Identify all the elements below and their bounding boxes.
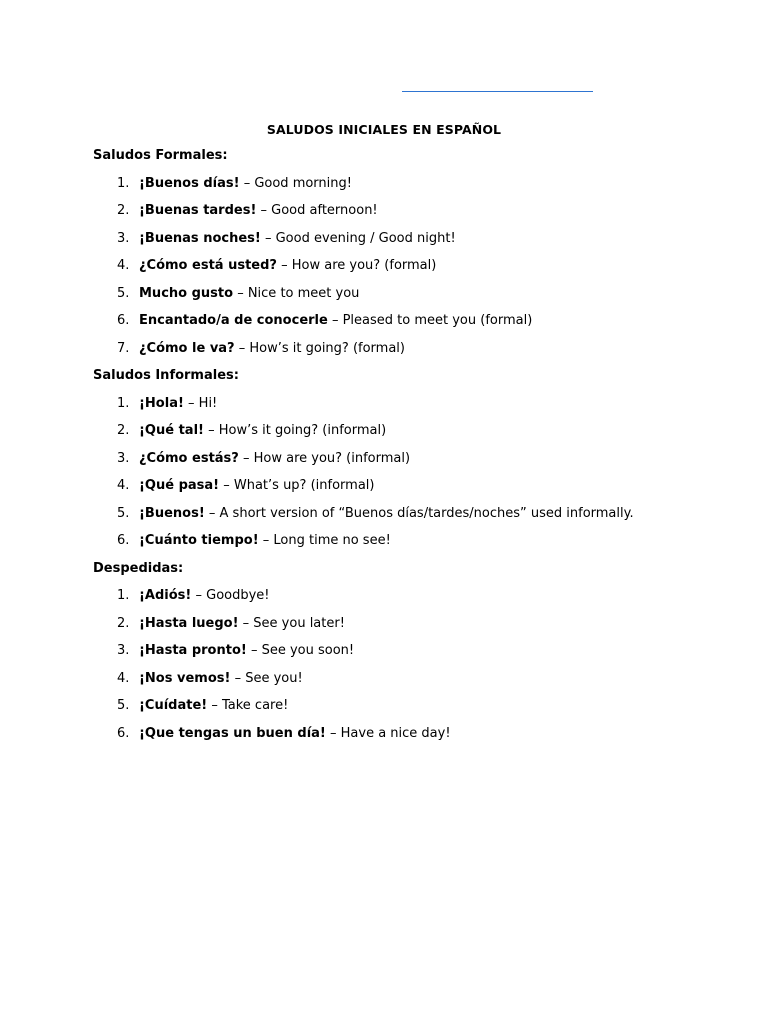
numbered-list	[93, 587, 733, 752]
list-item	[93, 642, 733, 670]
spanish-phrase: ¡Qué tal!	[139, 423, 204, 438]
english-translation: – A short version of “Buenos días/tardes/noches” used informally.	[204, 505, 634, 521]
list-item	[93, 175, 733, 203]
list-item-number: 6.	[117, 533, 130, 548]
list-item-number: 7.	[117, 340, 130, 356]
english-translation: – Good afternoon!	[256, 203, 378, 218]
spanish-phrase: ¡Hasta luego!	[139, 615, 239, 631]
list-item	[93, 477, 733, 505]
list-item-number: 5.	[117, 285, 130, 301]
list-item	[93, 697, 733, 725]
numbered-list	[93, 175, 733, 368]
spanish-phrase: ¡Qué pasa!	[139, 478, 220, 493]
section-heading: Saludos Formales:	[93, 148, 228, 163]
english-translation: – How are you? (formal)	[276, 258, 437, 273]
section-heading: Saludos Informales:	[93, 368, 239, 383]
list-item-number: 2.	[117, 423, 130, 438]
list-item-number: 5.	[117, 698, 130, 713]
section-heading: Despedidas:	[93, 560, 184, 576]
list-item-text	[139, 230, 456, 248]
list-item-number: 3.	[117, 450, 130, 466]
english-translation: – How’s it going? (informal)	[203, 423, 387, 438]
english-translation: – Good morning!	[239, 175, 352, 191]
spanish-phrase: ¡Que tengas un buen día!	[139, 725, 326, 741]
list-item	[93, 450, 733, 478]
english-translation: – Long time no see!	[258, 533, 391, 548]
header-rule	[402, 91, 593, 92]
list-item-text	[139, 285, 359, 303]
list-item-text	[139, 395, 217, 413]
english-translation: – Pleased to meet you (formal)	[327, 313, 533, 328]
list-item-text	[139, 477, 374, 495]
list-item	[93, 285, 733, 313]
spanish-phrase: ¡Cuánto tiempo!	[139, 533, 259, 548]
list-item-text	[139, 312, 532, 330]
spanish-phrase: ¡Cuídate!	[139, 698, 208, 713]
list-item-text	[139, 505, 634, 523]
list-item-number: 6.	[117, 313, 130, 328]
spanish-phrase: Encantado/a de conocerle	[139, 313, 328, 328]
list-item-number: 5.	[117, 505, 130, 521]
spanish-phrase: ¡Nos vemos!	[139, 670, 231, 686]
list-item-text	[139, 202, 378, 220]
list-item-number: 1.	[117, 175, 130, 191]
list-item	[93, 340, 733, 368]
english-translation: – Hi!	[183, 395, 218, 411]
list-item	[93, 532, 733, 560]
spanish-phrase: ¿Cómo está usted?	[139, 258, 277, 273]
list-item	[93, 312, 733, 340]
list-item-text	[139, 257, 436, 275]
spanish-phrase: ¡Adiós!	[139, 588, 192, 603]
list-item-text	[139, 670, 303, 688]
spanish-phrase: ¿Cómo le va?	[139, 340, 235, 356]
english-translation: – How are you? (informal)	[238, 450, 411, 466]
list-item-number: 4.	[117, 258, 130, 273]
english-translation: – See you soon!	[246, 643, 355, 658]
english-translation: – What’s up? (informal)	[219, 478, 375, 493]
english-translation: – Nice to meet you	[233, 285, 360, 301]
spanish-phrase: ¡Hasta pronto!	[139, 643, 247, 658]
spanish-phrase: ¿Cómo estás?	[139, 450, 239, 466]
english-translation: – Goodbye!	[191, 588, 270, 603]
list-item-text	[139, 587, 270, 605]
list-item	[93, 587, 733, 615]
spanish-phrase: ¡Buenos días!	[139, 175, 240, 191]
list-item-text	[139, 340, 405, 358]
english-translation: – Have a nice day!	[325, 725, 451, 741]
list-item-text	[139, 175, 352, 193]
english-translation: – See you later!	[238, 615, 345, 631]
spanish-phrase: ¡Buenos!	[139, 505, 205, 521]
list-item-number: 1.	[117, 588, 130, 603]
list-item-number: 6.	[117, 725, 130, 741]
spanish-phrase: ¡Hola!	[139, 395, 184, 411]
list-item-text	[139, 697, 288, 715]
list-item	[93, 615, 733, 643]
english-translation: – How’s it going? (formal)	[234, 340, 405, 356]
document-title: SALUDOS INICIALES EN ESPAÑOL	[266, 122, 502, 137]
list-item-text	[139, 532, 391, 550]
list-item-number: 3.	[117, 643, 130, 658]
list-item-text	[139, 615, 345, 633]
list-item-number: 2.	[117, 203, 130, 218]
list-item	[93, 505, 733, 533]
list-item-text	[139, 642, 354, 660]
list-item-number: 4.	[117, 478, 130, 493]
spanish-phrase: ¡Buenas noches!	[139, 230, 261, 246]
list-item-number: 4.	[117, 670, 130, 686]
list-item	[93, 422, 733, 450]
list-item	[93, 395, 733, 423]
list-item	[93, 202, 733, 230]
list-item-text	[139, 725, 451, 743]
list-item	[93, 230, 733, 258]
numbered-list	[93, 395, 733, 560]
english-translation: – See you!	[230, 670, 303, 686]
list-item	[93, 257, 733, 285]
list-item	[93, 670, 733, 698]
document-body	[93, 147, 733, 752]
list-item-number: 3.	[117, 230, 130, 246]
list-item-number: 2.	[117, 615, 130, 631]
english-translation: – Good evening / Good night!	[260, 230, 456, 246]
list-item	[93, 725, 733, 753]
spanish-phrase: Mucho gusto	[139, 285, 234, 301]
list-item-text	[139, 422, 386, 440]
spanish-phrase: ¡Buenas tardes!	[139, 203, 257, 218]
list-item-text	[139, 450, 410, 468]
list-item-number: 1.	[117, 395, 130, 411]
english-translation: – Take care!	[207, 698, 289, 713]
